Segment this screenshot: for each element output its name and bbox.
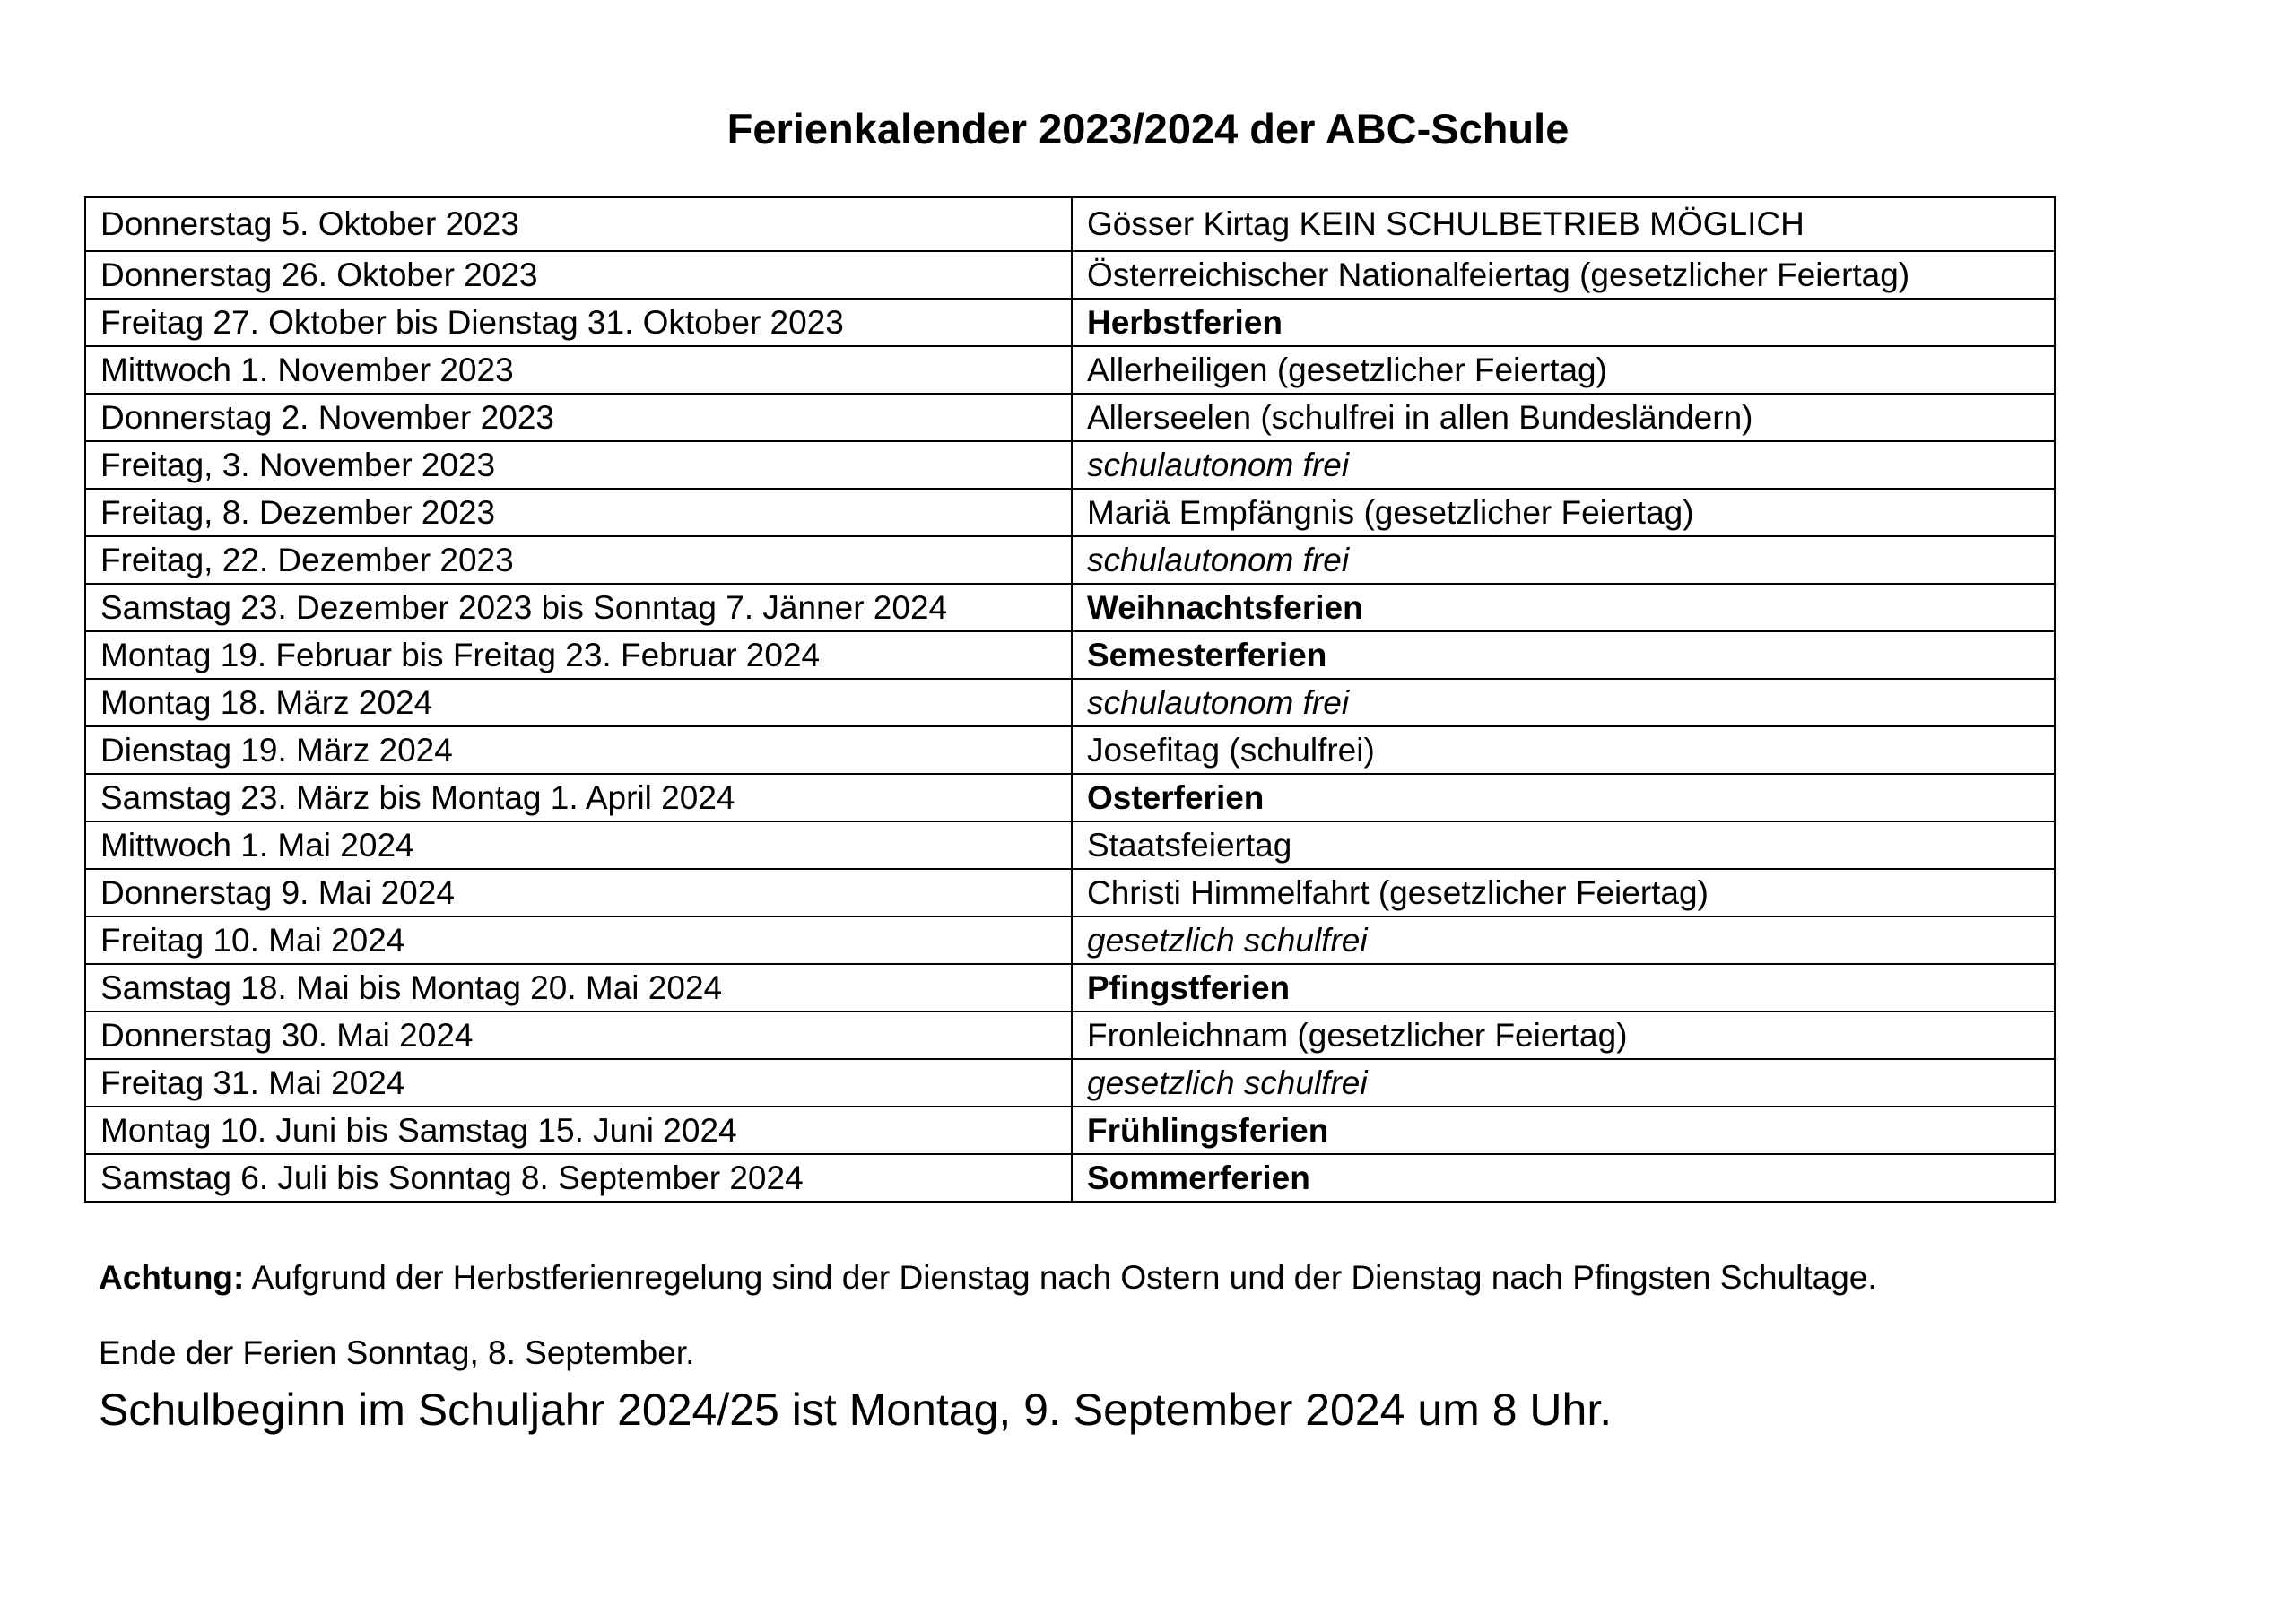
date-cell: Montag 18. März 2024 [85, 679, 1072, 726]
date-cell: Freitag, 3. November 2023 [85, 441, 1072, 489]
date-cell: Samstag 23. Dezember 2023 bis Sonntag 7. Jänner 2024 [85, 584, 1072, 631]
event-cell [1072, 441, 2055, 489]
event-label: Allerseelen (schulfrei in allen Bundesländern) [1087, 398, 1753, 436]
note-label: Achtung: [99, 1259, 245, 1296]
table-row [85, 536, 2055, 584]
date-cell: Montag 10. Juni bis Samstag 15. Juni 2024 [85, 1107, 1072, 1154]
table-row [85, 726, 2055, 774]
event-cell [1072, 584, 2055, 631]
event-label: Österreichischer Nationalfeiertag (gesetzlicher Feiertag) [1087, 256, 1910, 293]
event-cell [1072, 821, 2055, 869]
table-row [85, 679, 2055, 726]
event-cell [1072, 536, 2055, 584]
event-cell [1072, 197, 2055, 251]
event-label: schulautonom frei [1087, 446, 1350, 483]
date-cell: Freitag 10. Mai 2024 [85, 916, 1072, 964]
event-label: schulautonom frei [1087, 683, 1350, 721]
date-cell: Donnerstag 26. Oktober 2023 [85, 251, 1072, 299]
event-label: gesetzlich schulfrei [1087, 921, 1368, 959]
event-cell [1072, 679, 2055, 726]
event-cell [1072, 251, 2055, 299]
event-label: Pfingstferien [1087, 968, 1291, 1006]
event-label: Osterferien [1087, 778, 1265, 816]
note-text: Aufgrund der Herbstferienregelung sind der Dienstag nach Ostern und der Dienstag nach Pfingsten Schultage. [244, 1259, 1877, 1296]
event-label: Mariä Empfängnis (gesetzlicher Feiertag) [1087, 493, 1694, 531]
table-row [85, 1012, 2055, 1059]
note-paragraph [99, 1255, 1877, 1300]
event-cell [1072, 489, 2055, 536]
date-cell: Donnerstag 30. Mai 2024 [85, 1012, 1072, 1059]
table-row [85, 916, 2055, 964]
table-row [85, 251, 2055, 299]
date-cell: Montag 19. Februar bis Freitag 23. Februar 2024 [85, 631, 1072, 679]
event-cell [1072, 1154, 2055, 1202]
event-cell [1072, 916, 2055, 964]
event-label: Herbstferien [1087, 303, 1283, 341]
event-cell [1072, 346, 2055, 394]
table-row [85, 1059, 2055, 1107]
table-row [85, 774, 2055, 821]
event-label: Fronleichnam (gesetzlicher Feiertag) [1087, 1016, 1628, 1054]
event-cell [1072, 394, 2055, 441]
date-cell: Freitag 31. Mai 2024 [85, 1059, 1072, 1107]
event-label: Frühlingsferien [1087, 1111, 1329, 1149]
table-row [85, 584, 2055, 631]
event-label: schulautonom frei [1087, 541, 1350, 578]
event-label: Staatsfeiertag [1087, 826, 1292, 864]
table-row [85, 346, 2055, 394]
event-label: Christi Himmelfahrt (gesetzlicher Feiertag) [1087, 873, 1709, 911]
event-label: Weihnachtsferien [1087, 588, 1363, 626]
date-cell: Freitag, 22. Dezember 2023 [85, 536, 1072, 584]
event-label: Sommerferien [1087, 1159, 1310, 1196]
date-cell: Dienstag 19. März 2024 [85, 726, 1072, 774]
school-start-text: Schulbeginn im Schuljahr 2024/25 ist Montag, 9. September 2024 um 8 Uhr. [99, 1385, 1613, 1435]
holiday-table [84, 196, 2056, 1203]
date-cell: Samstag 18. Mai bis Montag 20. Mai 2024 [85, 964, 1072, 1012]
ferien-end-text: Ende der Ferien Sonntag, 8. September. [99, 1334, 695, 1371]
event-cell [1072, 1059, 2055, 1107]
date-cell: Mittwoch 1. November 2023 [85, 346, 1072, 394]
date-cell: Samstag 23. März bis Montag 1. April 2024 [85, 774, 1072, 821]
table-row [85, 964, 2055, 1012]
table-row [85, 197, 2055, 251]
date-cell: Mittwoch 1. Mai 2024 [85, 821, 1072, 869]
event-label: Semesterferien [1087, 636, 1327, 673]
date-cell: Donnerstag 2. November 2023 [85, 394, 1072, 441]
table-row [85, 821, 2055, 869]
table-row [85, 441, 2055, 489]
page-title: Ferienkalender 2023/2024 der ABC-Schule [726, 105, 1570, 152]
event-cell [1072, 964, 2055, 1012]
event-cell [1072, 631, 2055, 679]
date-cell: Donnerstag 9. Mai 2024 [85, 869, 1072, 916]
table-row [85, 1154, 2055, 1202]
event-label: Gösser Kirtag KEIN SCHULBETRIEB MÖGLICH [1087, 205, 1805, 242]
event-cell [1072, 869, 2055, 916]
table-row [85, 394, 2055, 441]
event-cell [1072, 774, 2055, 821]
table-row [85, 869, 2055, 916]
date-cell: Donnerstag 5. Oktober 2023 [85, 197, 1072, 251]
event-cell [1072, 726, 2055, 774]
table-row [85, 1107, 2055, 1154]
event-label: gesetzlich schulfrei [1087, 1064, 1368, 1101]
table-row [85, 489, 2055, 536]
holiday-table-body [85, 197, 2055, 1202]
date-cell: Freitag 27. Oktober bis Dienstag 31. Oktober 2023 [85, 299, 1072, 346]
event-label: Josefitag (schulfrei) [1087, 731, 1375, 769]
table-row [85, 631, 2055, 679]
table-row [85, 299, 2055, 346]
date-cell: Samstag 6. Juli bis Sonntag 8. September 2024 [85, 1154, 1072, 1202]
event-cell [1072, 299, 2055, 346]
event-label: Allerheiligen (gesetzlicher Feiertag) [1087, 351, 1607, 388]
event-cell [1072, 1107, 2055, 1154]
event-cell [1072, 1012, 2055, 1059]
date-cell: Freitag, 8. Dezember 2023 [85, 489, 1072, 536]
